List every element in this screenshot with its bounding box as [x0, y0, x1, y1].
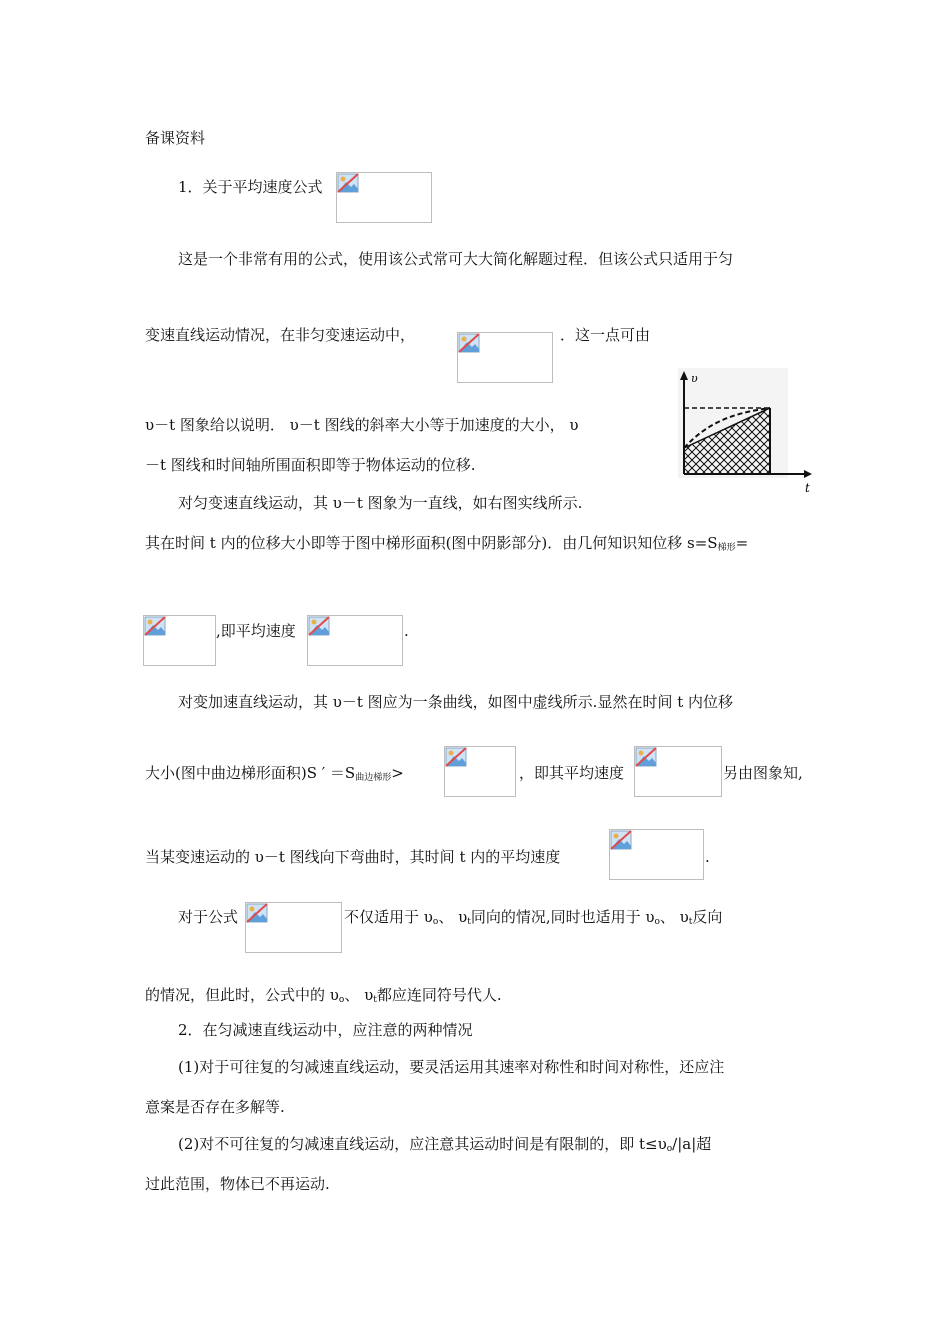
formula-image: [609, 829, 704, 880]
broken-image-icon: [635, 747, 657, 767]
paragraph: －t 图线和时间轴所围面积即等于物体运动的位移.: [145, 456, 476, 474]
paragraph: 对变加速直线运动，其 υ－t 图应为一条曲线，如图中虚线所示.显然在时间 t 内位移: [178, 693, 734, 711]
paragraph: .: [705, 848, 710, 866]
broken-image-icon: [308, 616, 330, 636]
paragraph: 不仅适用于 $\upsilon_o$、 $\upsilon_t$同向的情况,同时也适用于 $\upsilon_o$、 $\upsilon_t$反向: [344, 908, 723, 927]
paragraph: υ－t 图象给以说明． υ－t 图线的斜率大小等于加速度的大小， υ: [145, 416, 579, 434]
paragraph: (1)对于可往复的匀减速直线运动，要灵活运用其速率对称性和时间对称性，还应注: [178, 1058, 725, 1076]
paragraph: 意案是否存在多解等.: [145, 1098, 285, 1116]
broken-image-icon: [246, 903, 268, 923]
broken-image-icon: [445, 747, 467, 767]
page-title: 备课资料: [145, 129, 206, 147]
velocity-time-graph: [672, 368, 822, 498]
broken-image-icon: [144, 616, 166, 636]
paragraph: 对匀变速直线运动，其 υ－t 图象为一直线，如右图实线所示.: [178, 494, 583, 512]
section-2-heading: 2．在匀减速直线运动中，应注意的两种情况: [178, 1021, 473, 1039]
x-axis-label: t: [805, 481, 810, 495]
paragraph: 对于公式: [178, 908, 239, 926]
formula-image: [307, 615, 403, 666]
paragraph: 其在时间 t 内的位移大小即等于图中梯形面积(图中阴影部分)．由几何知识知位移 $s=S_{梯形}=$: [145, 534, 749, 553]
paragraph: 这是一个非常有用的公式，使用该公式常可大大简化解题过程．但该公式只适用于匀: [178, 250, 734, 268]
broken-image-icon: [458, 333, 480, 353]
paragraph: ，即其平均速度: [519, 764, 625, 782]
paragraph: .: [404, 622, 409, 640]
section-1-heading: 1．关于平均速度公式: [178, 178, 323, 196]
broken-image-icon: [337, 173, 359, 193]
x-axis-arrow-icon: [804, 470, 812, 478]
paragraph: 大小(图中曲边梯形面积)S ′ $=S_{曲边梯形}>$: [145, 764, 404, 783]
formula-image: [634, 746, 722, 797]
paragraph: ,即平均速度: [216, 622, 296, 640]
paragraph: 当某变速运动的 υ－t 图线向下弯曲时，其时间 t 内的平均速度: [145, 848, 561, 866]
formula-image: [457, 332, 553, 383]
formula-image-average-velocity: [336, 172, 432, 223]
broken-image-icon: [610, 830, 632, 850]
formula-image: [143, 615, 216, 666]
paragraph: (2)对不可往复的匀减速直线运动，应注意其运动时间是有限制的，即 $t\le\upsilon_o/|a|$超: [178, 1135, 712, 1154]
y-axis-label: υ: [691, 372, 698, 385]
paragraph: 的情况，但此时，公式中的 $\upsilon_o$、 $\upsilon_t$都应连同符号代人.: [145, 986, 502, 1005]
formula-image: [444, 746, 516, 797]
formula-image: [245, 902, 342, 953]
paragraph: 变速直线运动情况，在非匀变速运动中，: [145, 326, 416, 344]
paragraph: 过此范围，物体已不再运动.: [145, 1175, 330, 1193]
paragraph: ．这一点可由: [560, 326, 651, 344]
paragraph: 另由图象知,: [723, 764, 803, 782]
